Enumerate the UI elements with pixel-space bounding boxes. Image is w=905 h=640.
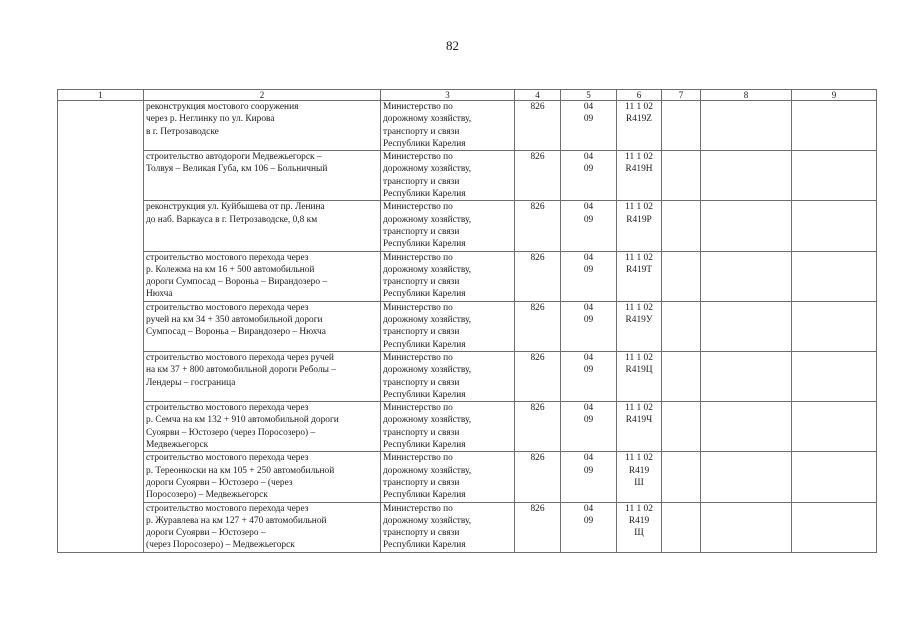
col-8-cell [701, 201, 792, 251]
organization-cell: Министерство по дорожному хозяйству, транспорту и связи Республики Карелия [381, 351, 515, 401]
column-header: 2 [144, 90, 381, 101]
col-7-cell [662, 402, 701, 452]
organization-cell: Министерство по дорожному хозяйству, транспорту и связи Республики Карелия [381, 402, 515, 452]
col-7-cell [662, 101, 701, 151]
code-6-cell: 11 1 02 R419 Ш [617, 452, 662, 502]
col-9-cell [792, 502, 877, 552]
project-name-cell: строительство мостового перехода через р. Журавлева на км 127 + 470 автомобильной дороги Суоярви – Юстозеро – (через Поросозеро) – Медвежьегорск [144, 502, 381, 552]
page-number: 82 [446, 38, 459, 53]
code-5-cell: 04 09 [561, 151, 617, 201]
code-5-cell: 04 09 [561, 201, 617, 251]
code-6-cell: 11 1 02 R419Z [617, 101, 662, 151]
column-header: 9 [792, 90, 877, 101]
column-header: 3 [381, 90, 515, 101]
col-8-cell [701, 101, 792, 151]
col-7-cell [662, 151, 701, 201]
code-5-cell: 04 09 [561, 351, 617, 401]
code-6-cell: 11 1 02 R419Ц [617, 351, 662, 401]
col-7-cell [662, 301, 701, 351]
table-row [58, 301, 877, 351]
col-8-cell [701, 251, 792, 301]
col-9-cell [792, 351, 877, 401]
code-4-cell: 826 [515, 502, 561, 552]
code-6-cell: 11 1 02 R419 Щ [617, 502, 662, 552]
organization-cell: Министерство по дорожному хозяйству, транспорту и связи Республики Карелия [381, 201, 515, 251]
col-8-cell [701, 351, 792, 401]
column-header: 8 [701, 90, 792, 101]
project-name-cell: строительство мостового перехода через р. Семча на км 132 + 910 автомобильной дороги Суоярви – Юстозеро (через Поросозеро) – Медвежьегорск [144, 402, 381, 452]
col-9-cell [792, 151, 877, 201]
project-name-cell: строительство мостового перехода через ручей на км 37 + 800 автомобильной дороги Реболы – Лендеры – госграница [144, 351, 381, 401]
column-header: 5 [561, 90, 617, 101]
organization-cell: Министерство по дорожному хозяйству, транспорту и связи Республики Карелия [381, 301, 515, 351]
organization-cell: Министерство по дорожному хозяйству, транспорту и связи Республики Карелия [381, 502, 515, 552]
code-6-cell: 11 1 02 R419P [617, 201, 662, 251]
table-row [58, 351, 877, 401]
col-7-cell [662, 251, 701, 301]
col-9-cell [792, 101, 877, 151]
col-9-cell [792, 452, 877, 502]
organization-cell: Министерство по дорожному хозяйству, транспорту и связи Республики Карелия [381, 251, 515, 301]
organization-cell: Министерство по дорожному хозяйству, транспорту и связи Республики Карелия [381, 151, 515, 201]
code-5-cell: 04 09 [561, 502, 617, 552]
col-9-cell [792, 301, 877, 351]
col-8-cell [701, 402, 792, 452]
column-header: 4 [515, 90, 561, 101]
code-4-cell: 826 [515, 151, 561, 201]
project-name-cell: строительство автодороги Медвежьегорск – Толвуя – Великая Губа, км 106 – Больничный [144, 151, 381, 201]
code-6-cell: 11 1 02 R419T [617, 251, 662, 301]
col-7-cell [662, 201, 701, 251]
table-row [58, 151, 877, 201]
code-5-cell: 04 09 [561, 251, 617, 301]
code-4-cell: 826 [515, 101, 561, 151]
column-header: 1 [58, 90, 144, 101]
code-4-cell: 826 [515, 452, 561, 502]
table-row [58, 251, 877, 301]
col-9-cell [792, 251, 877, 301]
code-6-cell: 11 1 02 R419Ч [617, 402, 662, 452]
project-name-cell: строительство мостового перехода через р. Тереонкоски на км 105 + 250 автомобильной дороги Суоярви – Юстозеро – (через Поросозеро) – Медвежьегорск [144, 452, 381, 502]
column-header: 6 [617, 90, 662, 101]
col-7-cell [662, 351, 701, 401]
code-4-cell: 826 [515, 201, 561, 251]
header-row [58, 90, 877, 101]
code-5-cell: 04 09 [561, 402, 617, 452]
code-6-cell: 11 1 02 R419H [617, 151, 662, 201]
project-name-cell: строительство мостового перехода через ручей на км 34 + 350 автомобильной дороги Сумпосад – Вороньа – Вирандозеро – Нюхча [144, 301, 381, 351]
organization-cell: Министерство по дорожному хозяйству, транспорту и связи Республики Карелия [381, 452, 515, 502]
budget-table [57, 89, 877, 553]
col-7-cell [662, 502, 701, 552]
code-6-cell: 11 1 02 R419У [617, 301, 662, 351]
code-4-cell: 826 [515, 402, 561, 452]
code-4-cell: 826 [515, 251, 561, 301]
table-row [58, 502, 877, 552]
code-5-cell: 04 09 [561, 101, 617, 151]
table-row [58, 402, 877, 452]
project-name-cell: реконструкция ул. Куйбышева от пр. Ленина до наб. Варкауса в г. Петрозаводске, 0,8 км [144, 201, 381, 251]
col-9-cell [792, 402, 877, 452]
table-row [58, 452, 877, 502]
code-4-cell: 826 [515, 301, 561, 351]
table-row [58, 101, 877, 151]
col-8-cell [701, 301, 792, 351]
first-column-cell [58, 101, 144, 553]
col-9-cell [792, 201, 877, 251]
organization-cell: Министерство по дорожному хозяйству, транспорту и связи Республики Карелия [381, 101, 515, 151]
code-5-cell: 04 09 [561, 452, 617, 502]
col-8-cell [701, 151, 792, 201]
code-4-cell: 826 [515, 351, 561, 401]
project-name-cell: строительство мостового перехода через р. Колежма на км 16 + 500 автомобильной дороги Сумпосад – Вороньа – Вирандозеро – Нюхча [144, 251, 381, 301]
column-header: 7 [662, 90, 701, 101]
project-name-cell: реконструкция мостового сооружения через р. Неглинку по ул. Кирова в г. Петрозаводске [144, 101, 381, 151]
table-row [58, 201, 877, 251]
col-8-cell [701, 452, 792, 502]
col-8-cell [701, 502, 792, 552]
code-5-cell: 04 09 [561, 301, 617, 351]
col-7-cell [662, 452, 701, 502]
